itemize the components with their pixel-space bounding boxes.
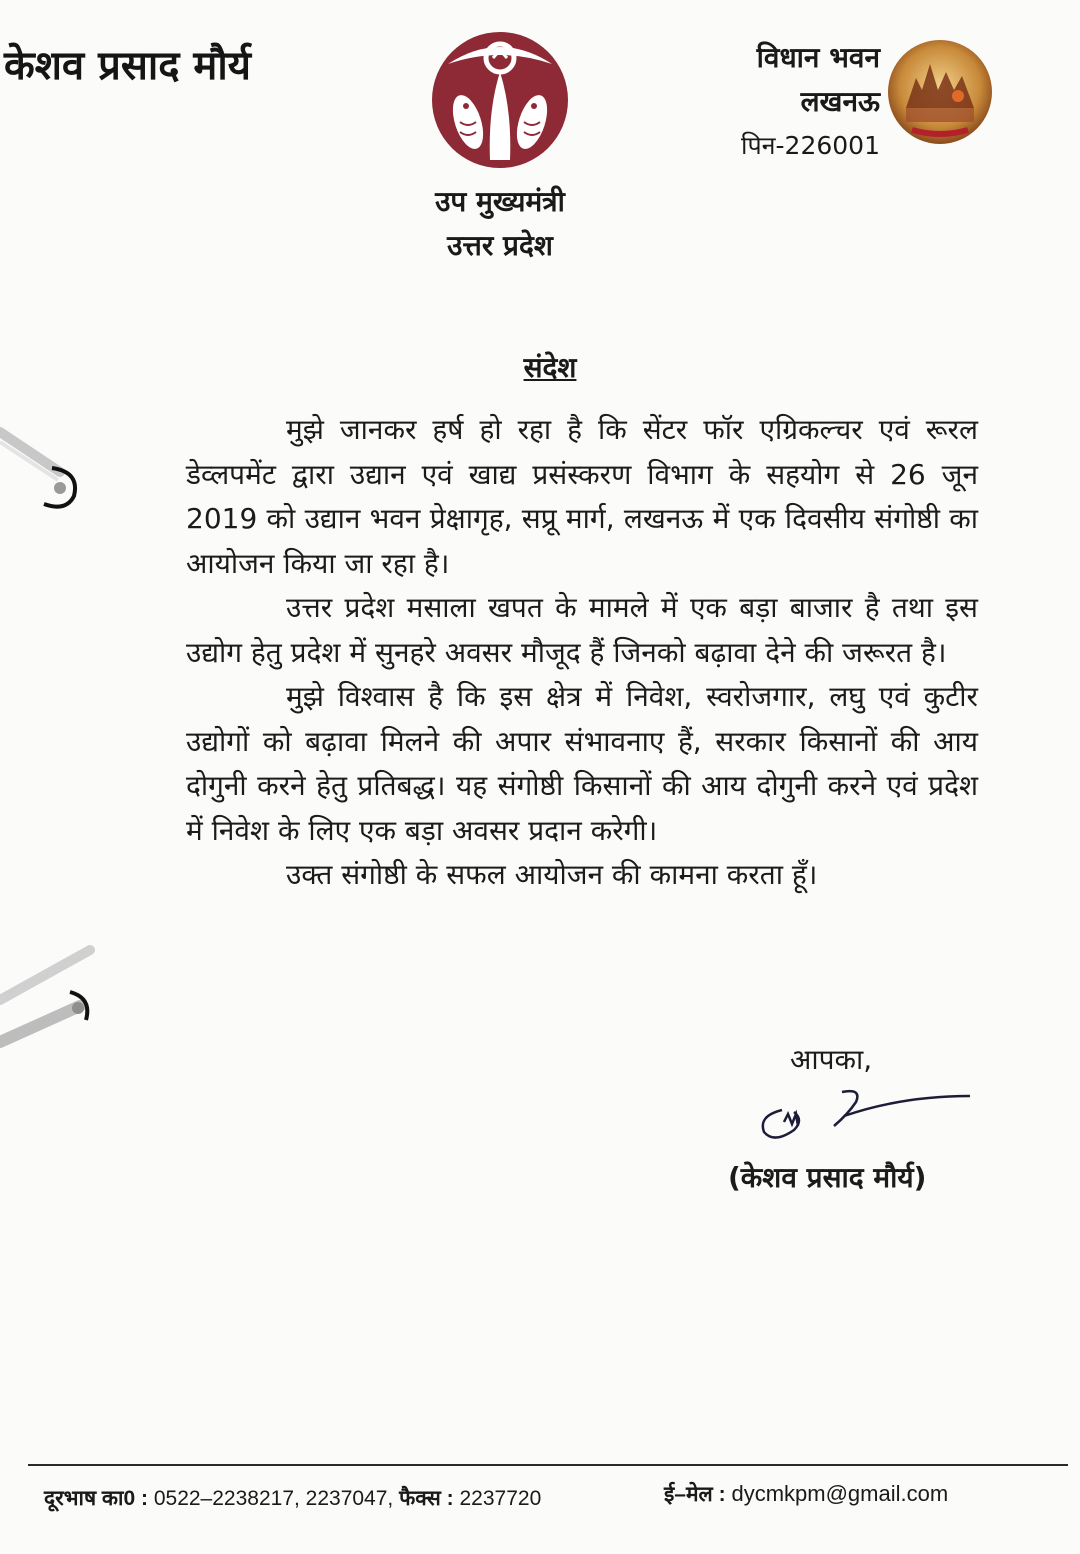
email-value[interactable]: dycmkpm@gmail.com bbox=[731, 1481, 949, 1506]
designation-line1: उप मुख्यमंत्री bbox=[435, 185, 565, 218]
closing-salutation: आपका, bbox=[790, 1043, 873, 1076]
letter-subject: संदेश bbox=[523, 351, 577, 384]
binder-ring-bottom bbox=[0, 930, 120, 1070]
address-line2: लखनऊ bbox=[800, 85, 880, 118]
paragraph-2: उत्तर प्रदेश मसाला खपत के मामले में एक बड़ा बाजार है तथा इस उद्योग हेतु प्रदेश में सुनहरे अवसर मौजूद हैं जिनको बढ़ावा देने की जरूरत है। bbox=[186, 591, 978, 669]
fax-label: फैक्स : bbox=[399, 1487, 454, 1510]
phone-label: दूरभाष का0 : bbox=[44, 1487, 148, 1510]
address-pin: पिन-226001 bbox=[740, 131, 880, 160]
paragraph-4: उक्त संगोष्ठी के सफल आयोजन की कामना करता हूँ। bbox=[286, 858, 818, 891]
footer-contact bbox=[44, 1481, 1004, 1512]
footer-divider bbox=[28, 1464, 1068, 1466]
address-block bbox=[690, 36, 880, 168]
phone-value: 0522–2238217, 2237047, bbox=[153, 1487, 394, 1510]
sender-name: केशव प्रसाद मौर्य bbox=[4, 43, 251, 89]
paragraph-3: मुझे विश्वास है कि इस क्षेत्र में निवेश, स्वरोजगार, लघु एवं कुटीर उद्योगों को बढ़ावा मिलने की अपार संभावनाए हैं, सरकार किसानों की आय दोगुनी करने हेतु प्रतिबद्ध। यह संगोष्ठी किसानों की आय दोगुनी करने एवं प्रदेश में निवेश के लिए एक बड़ा अवसर प्रदान करेगी। bbox=[186, 680, 978, 847]
signer-name: (केशव प्रसाद मौर्य) bbox=[728, 1161, 927, 1194]
designation-line2: उत्तर प्रदेश bbox=[447, 229, 553, 262]
designation-block bbox=[380, 180, 620, 268]
fax-value: 2237720 bbox=[459, 1487, 542, 1510]
binder-ring-top bbox=[0, 412, 120, 552]
letter-body bbox=[186, 408, 978, 898]
kumbh-logo bbox=[886, 38, 994, 146]
party-emblem-logo bbox=[430, 30, 570, 170]
address-line1: विधान भवन bbox=[756, 41, 880, 74]
paragraph-1: मुझे जानकर हर्ष हो रहा है कि सेंटर फॉर एग्रिकल्चर एवं रूरल डेव्लपमेंट द्वारा उद्यान एवं खाद्य प्रसंस्करण विभाग के सहयोग से 26 जून 2019 को उद्यान भवन प्रेक्षागृह, सप्रू मार्ग, लखनऊ में एक दिवसीय संगोष्ठी का आयोजन किया जा रहा है। bbox=[186, 413, 978, 580]
email-label: ई–मेल : bbox=[664, 1483, 726, 1506]
handwritten-signature bbox=[752, 1082, 982, 1152]
